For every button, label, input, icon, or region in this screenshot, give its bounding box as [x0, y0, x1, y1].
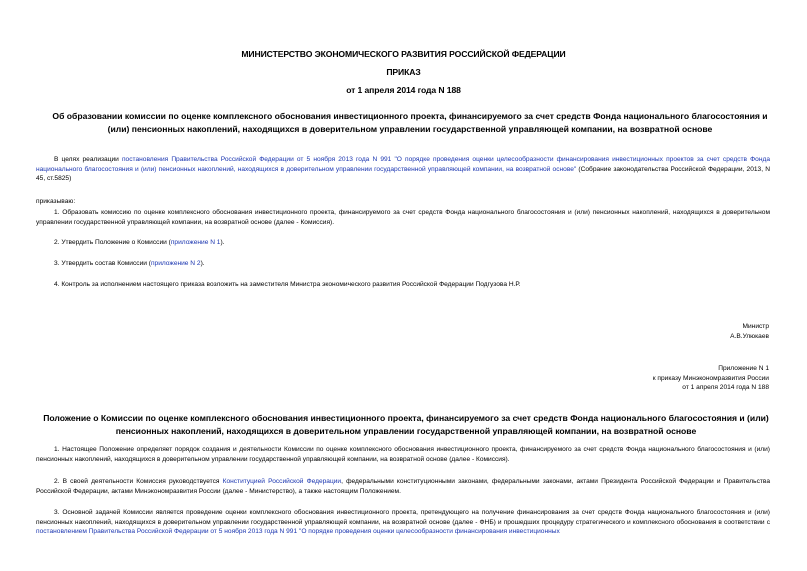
regulation-title: Положение о Комиссии по оценке комплексного обоснования инвестиционного проекта, финансируемого за счет средств Фонда национального благосостояния и (или) пенсионных накоплений, находящихся в доверительном управлении государственной управляющей компании, на возвратной основе [43, 413, 769, 436]
signature [730, 322, 769, 341]
regulation-para-1-text: 1. Настоящее Положение определяет порядок создания и деятельности Комиссии по оценке комплексного обоснования инвестиционного проекта, финансируемого за счет средств Фонда национального благосостояния и (или) пенсионных накоплений, находящихся в доверительном управлении государственной управляющей компании, на возвратной основе (далее - Комиссия). [36, 446, 770, 463]
preamble-prefix: В целях реализации [54, 156, 122, 163]
resolution-991-link-2[interactable]: постановлением Правительства Российской Федерации от 5 ноября 2013 года N 991 "О порядке проведения оценки целесообразности финансирования инвестиционных [36, 528, 560, 536]
preamble-suffix: (Собрание законодательства Российской Федерации, 2013, N 45, ст.5825) [36, 165, 770, 183]
order-item-4-text: 4. Контроль за исполнением настоящего приказа возложить на заместителя Министра экономического развития Российской Федерации Подгузова Н.Р. [54, 281, 521, 288]
order-item-2-prefix: 2. Утвердить Положение о Комиссии ( [54, 239, 171, 246]
ministry-heading: МИНИСТЕРСТВО ЭКОНОМИЧЕСКОГО РАЗВИТИЯ РОССИЙСКОЙ ФЕДЕРАЦИИ [241, 49, 566, 59]
appendix-header [653, 364, 769, 393]
order-item-3-prefix: 3. Утвердить состав Комиссии ( [54, 260, 151, 267]
regulation-para-3 [36, 508, 770, 537]
appendix-label: Приложение N 1 [718, 365, 769, 372]
regulation-para-2-suffix: , федеральными конституционными законами, федеральными законами, актами Президента Российской Федерации и Правительства Российской Федерации, актами Минэкономразвития России (далее - Министерство), а также настоящим Положением. [36, 478, 771, 495]
constitution-link[interactable]: Конституцией Российской Федерации [222, 478, 342, 485]
order-item-3-suffix: ). [200, 260, 205, 267]
appendix-2-link[interactable]: приложение N 2 [150, 260, 201, 267]
appendix-to-order: к приказу Минэкономразвития России [652, 374, 769, 382]
order-item-1-text: 1. Образовать комиссию по оценке комплексного обоснования инвестиционного проекта, финансируемого за счет средств Фонда национального благосостояния и (или) пенсионных накоплений, находящихся в доверительном управлении государственной управляющей компании, на возвратной основе (далее - Комиссия). [36, 209, 770, 226]
regulation-para-3-prefix: 3. Основной задачей Комиссии является проведение оценки комплексного обоснования инвестиционного проекта, претендующего на получение финансирования за счет средств Фонда национального благосостояния и (или) пенсионных накоплений, находящихся в доверительном управлении государственной управляющей компании, на возвратной основе (далее - ФНБ) и прошедших процедуру стратегического и комплексного обоснования в соответствии с [36, 509, 770, 526]
appendix-date: от 1 апреля 2014 года N 188 [682, 384, 769, 392]
order-item-2-suffix: ). [220, 239, 225, 246]
order-item-3 [36, 259, 770, 269]
doc-type-heading: ПРИКАЗ [386, 67, 421, 77]
order-date: от 1 апреля 2014 года N 188 [346, 85, 461, 95]
order-item-1 [36, 208, 770, 227]
order-item-2 [36, 238, 770, 248]
regulation-para-2-prefix: 2. В своей деятельности Комиссия руководствуется [54, 478, 223, 485]
order-title: Об образовании комиссии по оценке комплексного обоснования инвестиционного проекта, финансируемого за счет средств Фонда национального благосостояния и (или) пенсионных накоплений, находящихся в доверительном управлении государственной управляющей компании, на возвратной основе [52, 111, 768, 134]
regulation-para-1 [36, 445, 770, 464]
preamble [36, 155, 770, 184]
regulation-para-2 [36, 477, 770, 496]
signature-name: А.В.Улюкаев [730, 332, 769, 340]
order-item-4 [36, 280, 770, 290]
resolution-991-link[interactable]: постановления Правительства Российской Федерации от 5 ноября 2013 года N 991 "О порядке проведения оценки целесообразности финансирования инвестиционных проектов за счет средств Фонда национального благосостояния и (или) пенсионных накоплений, находящихся в доверительном управлении государственной управляющей компании, на возвратной основе" [36, 156, 770, 173]
appendix-1-link[interactable]: приложение N 1 [170, 239, 221, 246]
signature-position: Министр [742, 323, 769, 330]
order-word: приказываю: [36, 198, 76, 205]
